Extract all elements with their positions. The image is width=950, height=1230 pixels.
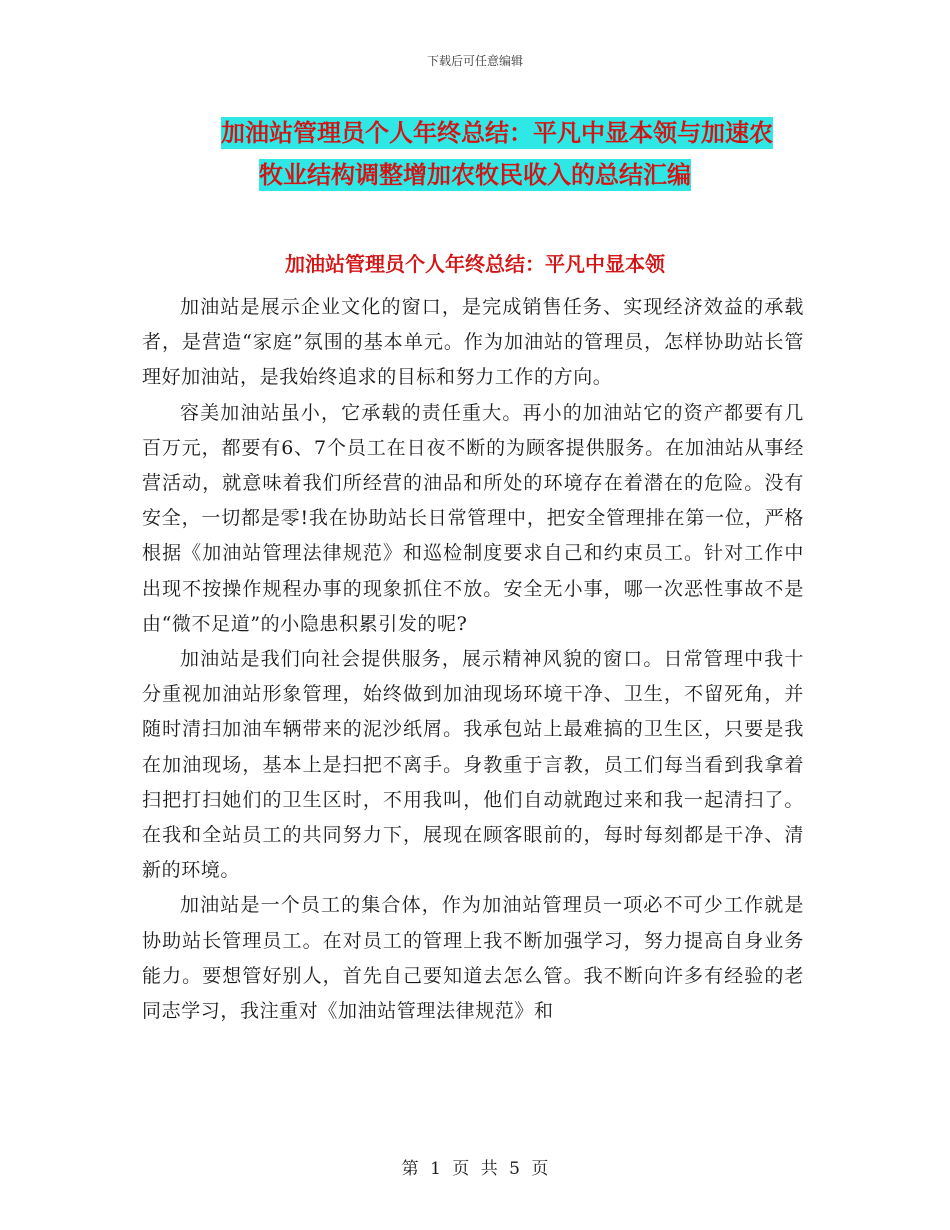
document-title-line-2	[0, 154, 950, 196]
page-footer: 第 1 页 共 5 页	[401, 1159, 549, 1179]
title-highlight-1: 加油站管理员个人年终总结：平凡中显本领与加速农	[221, 119, 773, 147]
page-header-note: 下载后可任意编辑	[426, 54, 523, 68]
body-text	[142, 290, 804, 1029]
document-title-line-1	[0, 112, 950, 154]
paragraph: 容美加油站虽小，它承载的责任重大。再小的加油站它的资产都要有几百万元，都要有6、7个员工在日夜不断的为顾客提供服务。在加油站从事经营活动，就意味着我们所经营的油品和所处的环境存在着潜在的危险。没有安全，一切都是零!我在协助站长日常管理中，把安全管理排在第一位，严格根据《加油站管理法律规范》和巡检制度要求自己和约束员工。针对工作中出现不按操作规程办事的现象抓住不放。安全无小事，哪一次恶性事故不是由“微不足道”的小隐患积累引发的呢?	[142, 401, 804, 635]
paragraph: 加油站是一个员工的集合体，作为加油站管理员一项必不可少工作就是协助站长管理员工。在对员工的管理上我不断加强学习，努力提高自身业务能力。要想管好别人，首先自己要知道去怎么管。我不断向许多有经验的老同志学习，我注重对《加油站管理法律规范》和	[142, 894, 804, 1023]
section-heading: 加油站管理员个人年终总结：平凡中显本领	[285, 252, 665, 276]
document-title	[0, 112, 950, 196]
paragraph: 加油站是我们向社会提供服务，展示精神风貌的窗口。日常管理中我十分重视加油站形象管理，始终做到加油现场环境干净、卫生，不留死角，并随时清扫加油车辆带来的泥沙纸屑。我承包站上最难搞的卫生区，只要是我在加油现场，基本上是扫把不离手。身教重于言教，员工们每当看到我拿着扫把打扫她们的卫生区时，不用我叫，他们自动就跑过来和我一起清扫了。在我和全站员工的共同努力下，展现在顾客眼前的，每时每刻都是干净、清新的环境。	[142, 648, 804, 882]
paragraph: 加油站是展示企业文化的窗口，是完成销售任务、实现经济效益的承载者，是营造“家庭”氛围的基本单元。作为加油站的管理员，怎样协助站长管理好加油站，是我始终追求的目标和努力工作的方向。	[142, 296, 804, 389]
title-highlight-2: 牧业结构调整增加农牧民收入的总结汇编	[259, 161, 691, 189]
